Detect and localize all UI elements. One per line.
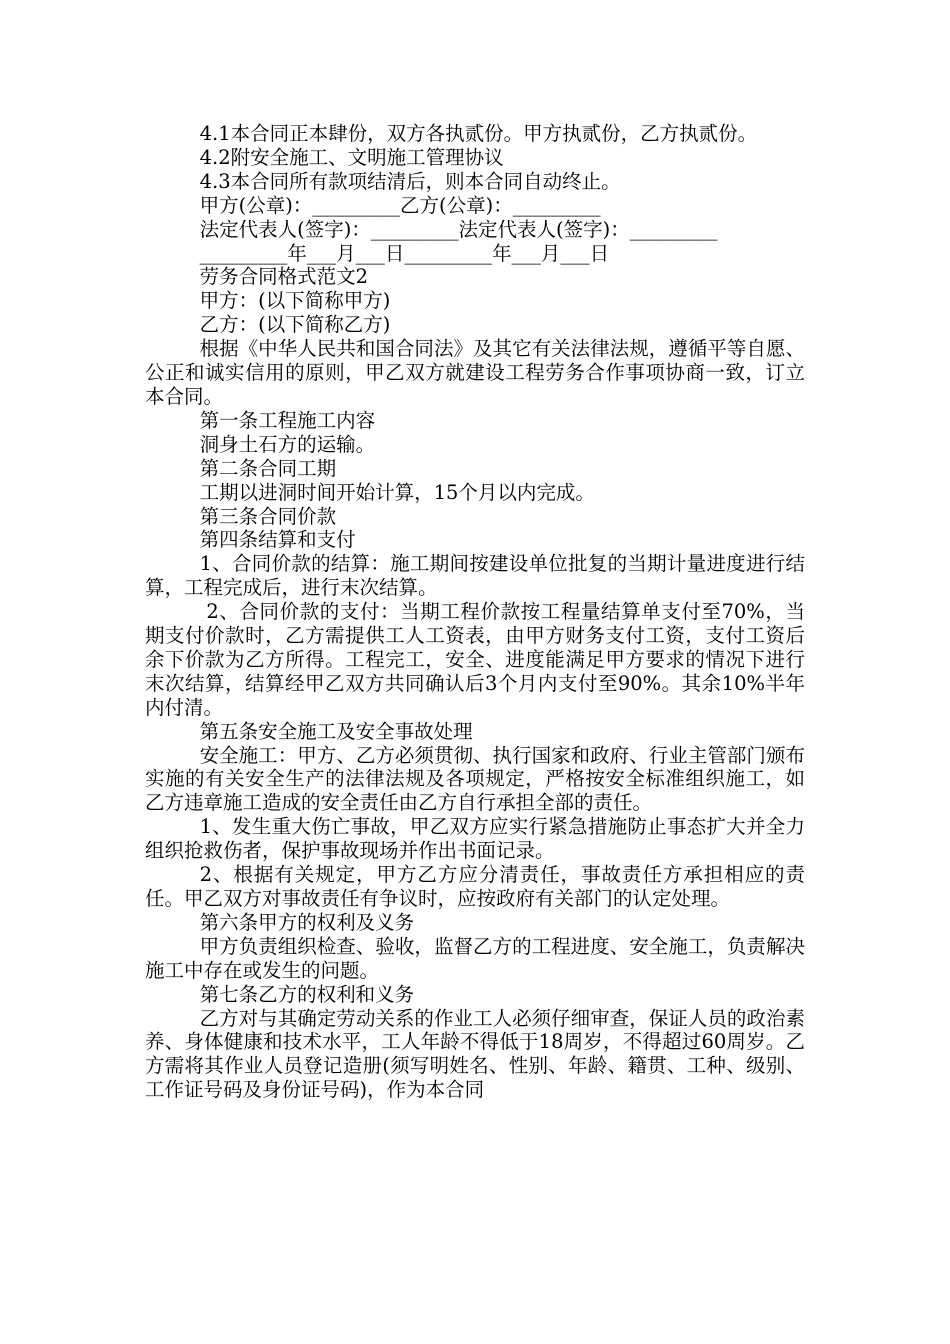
article-4-heading: 第四条结算和支付 (199, 528, 356, 552)
article-6-body: 甲方负责组织检查、验收，监督乙方的工程进度、安全施工，负责解决施工中存在或发生的问题。 (145, 934, 805, 982)
article-7-heading: 第七条乙方的权利和义务 (199, 982, 415, 1006)
article-4-item-1: 1、合同价款的结算：施工期间按建设单位批复的当期计量进度进行结算，工程完成后，进行末次结算。 (145, 552, 805, 600)
article-5-body: 安全施工：甲方、乙方必须贯彻、执行国家和政府、行业主管部门颁布实施的有关安全生产的法律法规及各项规定，严格按安全标准组织施工，如乙方违章施工造成的安全责任由乙方自行承担全部的责任。 (145, 743, 805, 815)
article-5-item-2: 2、根据有关规定，甲方乙方应分清责任，事故责任方承担相应的责任。甲乙双方对事故责任有争议时，应按政府有关部门的认定处理。 (145, 863, 805, 910)
document-title: 劳务合同格式范文2 (199, 265, 369, 289)
party-b: 乙方：(以下简称乙方) (199, 313, 391, 337)
article-3-heading: 第三条合同价款 (199, 504, 337, 528)
article-2-body: 工期以进洞时间开始计算，15个月以内完成。 (199, 480, 595, 504)
article-5-heading: 第五条安全施工及安全事故处理 (199, 719, 473, 743)
signature-line: 法定代表人(签字)：_________法定代表人(签字)：_________ (199, 217, 718, 241)
seal-line: 甲方(公章)：_________乙方(公章)：_________ (199, 193, 601, 217)
party-a: 甲方：(以下简称甲方) (199, 289, 391, 313)
article-1-body: 洞身土石方的运输。 (199, 432, 376, 456)
article-6-heading: 第六条甲方的权利及义务 (199, 910, 415, 934)
clause-4-2: 4.2附安全施工、文明施工管理协议 (199, 145, 504, 169)
preamble: 根据《中华人民共和国合同法》及其它有关法律法规，遵循平等自愿、公正和诚实信用的原则，甲乙双方就建设工程劳务合作事项协商一致，订立本合同。 (145, 337, 805, 408)
article-7-body: 乙方对与其确定劳动关系的作业工人必须仔细审查，保证人员的政治素养、身体健康和技术水平，工人年龄不得低于18周岁，不得超过60周岁。乙方需将其作业人员登记造册(须写明姓名、性别、年龄、籍贯、工种、级别、工作证号码及身份证号码)，作为本合同 (145, 1006, 805, 1102)
document-body (145, 122, 805, 1102)
clause-4-1: 4.1本合同正本肆份，双方各执贰份。甲方执贰份，乙方执贰份。 (199, 122, 758, 145)
date-line: _________年___月___日_________年___月___日 (199, 241, 610, 265)
article-5-item-1: 1、发生重大伤亡事故，甲乙双方应实行紧急措施防止事态扩大并全力组织抢救伤者，保护事故现场并作出书面记录。 (145, 815, 805, 863)
article-2-heading: 第二条合同工期 (199, 456, 337, 480)
article-1-heading: 第一条工程施工内容 (199, 408, 376, 432)
clause-4-3: 4.3本合同所有款项结清后，则本合同自动终止。 (199, 169, 621, 193)
article-4-item-2: 2、合同价款的支付：当期工程价款按工程量结算单支付至70%，当期支付价款时，乙方需提供工人工资表，由甲方财务支付工资，支付工资后余下价款为乙方所得。工程完工，安全、进度能满足甲方要求的情况下进行末次结算，结算经甲乙双方共同确认后3个月内支付至90%。其余10%半年内付清。 (145, 600, 806, 719)
